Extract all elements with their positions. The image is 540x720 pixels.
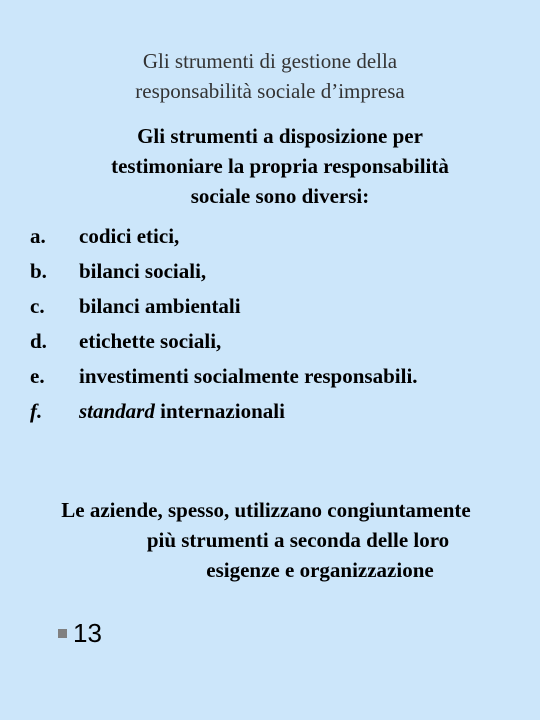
list-item (30, 394, 520, 429)
list-item-text: investimenti socialmente responsabili. (79, 364, 418, 388)
list-item-text-italic: standard (79, 399, 155, 423)
list-item-text-rest: internazionali (154, 399, 285, 423)
instrument-list (30, 219, 520, 429)
intro-line-2: testimoniare la propria responsabilità (111, 154, 449, 178)
list-marker: b. (30, 259, 47, 283)
square-bullet-icon (58, 629, 67, 638)
intro-line-3: sociale sono diversi: (190, 184, 370, 208)
list-item-text: etichette sociali, (79, 329, 222, 353)
list-item (30, 289, 520, 324)
list-item-text: bilanci sociali, (79, 259, 207, 283)
list-item (30, 219, 520, 254)
page-number (58, 618, 102, 649)
list-item (30, 359, 520, 394)
closing-line-3: esigenze e organizzazione (206, 558, 434, 582)
title-line-2: responsabilità sociale d’impresa (135, 79, 405, 103)
closing-paragraph (0, 495, 540, 585)
closing-line-1: Le aziende, spesso, utilizzano congiuntamente (61, 498, 471, 522)
list-item-text (79, 394, 285, 429)
list-marker: f. (30, 399, 43, 423)
list-marker: d. (30, 329, 47, 353)
intro-paragraph (60, 121, 500, 211)
closing-line-2: più strumenti a seconda delle loro (146, 528, 450, 552)
list-marker: c. (30, 294, 45, 318)
list-item-text: codici etici, (79, 224, 180, 248)
list-item (30, 324, 520, 359)
intro-line-1: Gli strumenti a disposizione per (137, 124, 423, 148)
list-item (30, 254, 520, 289)
title-line-1: Gli strumenti di gestione della (142, 49, 398, 73)
slide-title (0, 46, 540, 106)
list-marker: e. (30, 364, 45, 388)
list-marker: a. (30, 224, 46, 248)
page-number-text: 13 (73, 618, 102, 648)
list-item-text: bilanci ambientali (79, 294, 241, 318)
